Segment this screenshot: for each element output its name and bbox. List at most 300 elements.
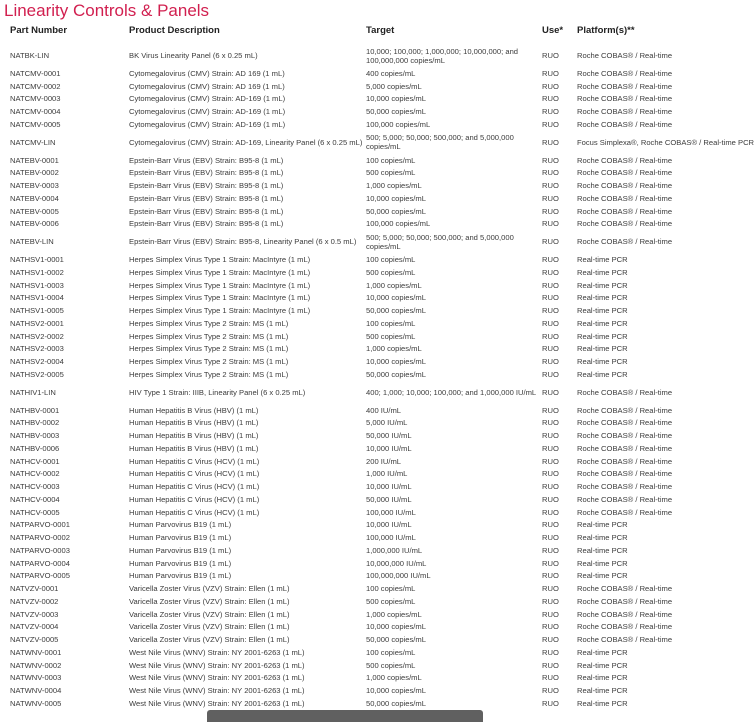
cell-target: 100 copies/mL [366, 647, 416, 657]
table-row [0, 570, 720, 583]
cell-platforms: Real-time PCR [577, 520, 628, 530]
cell-target: 100,000 IU/mL [366, 533, 416, 543]
table-row [0, 480, 720, 493]
cell-target: 50,000 IU/mL [366, 431, 412, 441]
cell-use: RUO [542, 545, 559, 555]
cell-use: RUO [542, 255, 559, 265]
cell-platforms: Roche COBAS® / Real-time [577, 431, 673, 441]
cell-part-number: NATHBV-0003 [10, 431, 60, 441]
table-header-row [0, 25, 720, 44]
header-platforms: Platform(s)** [577, 25, 635, 36]
cell-platforms: Real-time PCR [577, 558, 628, 568]
table-row [0, 368, 720, 381]
cell-product-description: Human Hepatitis C Virus (HCV) (1 mL) [129, 456, 260, 466]
cell-product-description: Epstein-Barr Virus (EBV) Strain: B95-8 (1 mL) [129, 168, 284, 178]
cell-use: RUO [542, 293, 559, 303]
table-row [0, 429, 720, 442]
cell-product-description: West Nile Virus (WNV) Strain: NY 2001-6263 (1 mL) [129, 698, 305, 708]
cell-use: RUO [542, 181, 559, 191]
cell-target: 500 copies/mL [366, 660, 416, 670]
cell-use: RUO [542, 280, 559, 290]
table-row [0, 608, 720, 621]
table-row [0, 218, 720, 231]
cell-product-description: Human Parvovirus B19 (1 mL) [129, 545, 232, 555]
cell-platforms: Real-time PCR [577, 686, 628, 696]
cell-target: 400 IU/mL [366, 405, 402, 415]
cell-use: RUO [542, 51, 559, 60]
cell-target: 1,000,000 IU/mL [366, 545, 423, 555]
cell-use: RUO [542, 647, 559, 657]
cell-target: 500; 5,000; 50,000; 500,000; and 5,000,000 copies/mL [366, 232, 514, 251]
cell-platforms: Roche COBAS® / Real-time [577, 94, 673, 104]
cell-part-number: NATHCV-0005 [10, 507, 60, 517]
cell-platforms: Roche COBAS® / Real-time [577, 482, 673, 492]
cell-part-number: NATHBV-0001 [10, 405, 60, 415]
cell-product-description: Human Hepatitis B Virus (HBV) (1 mL) [129, 431, 259, 441]
cell-part-number: NATWNV-0005 [10, 698, 62, 708]
cell-platforms: Roche COBAS® / Real-time [577, 51, 673, 60]
cell-platforms: Real-time PCR [577, 357, 628, 367]
cell-platforms: Real-time PCR [577, 293, 628, 303]
cell-platforms: Roche COBAS® / Real-time [577, 181, 673, 191]
cell-platforms: Roche COBAS® / Real-time [577, 206, 673, 216]
table-row [0, 582, 720, 595]
cell-product-description: Varicella Zoster Virus (VZV) Strain: Ellen (1 mL) [129, 635, 290, 645]
cell-product-description: Herpes Simplex Virus Type 1 Strain: MacIntyre (1 mL) [129, 267, 311, 277]
cell-use: RUO [542, 520, 559, 530]
cell-platforms: Real-time PCR [577, 698, 628, 708]
cell-platforms: Focus Simplexa®, Roche COBAS® / Real-time PCR [577, 137, 754, 147]
cell-target: 10,000,000 IU/mL [366, 558, 427, 568]
cell-target: 400; 1,000; 10,000; 100,000; and 1,000,000 IU/mL [366, 387, 537, 397]
cell-use: RUO [542, 267, 559, 277]
cell-target: 100,000 copies/mL [366, 119, 431, 129]
cell-part-number: NATCMV-0003 [10, 94, 61, 104]
table-row [0, 317, 720, 330]
table-row [0, 44, 720, 67]
cell-part-number: NATHBV-0006 [10, 443, 60, 453]
cell-product-description: Cytomegalovirus (CMV) Strain: AD-169 (1 mL) [129, 107, 286, 117]
cell-use: RUO [542, 331, 559, 341]
cell-part-number: NATPARVO-0001 [10, 520, 70, 530]
cell-product-description: Human Parvovirus B19 (1 mL) [129, 571, 232, 581]
cell-product-description: Herpes Simplex Virus Type 1 Strain: MacIntyre (1 mL) [129, 255, 311, 265]
cell-platforms: Roche COBAS® / Real-time [577, 609, 673, 619]
cell-use: RUO [542, 584, 559, 594]
cell-product-description: Cytomegalovirus (CMV) Strain: AD 169 (1 mL) [129, 81, 285, 91]
cell-product-description: Herpes Simplex Virus Type 1 Strain: MacIntyre (1 mL) [129, 280, 311, 290]
cell-use: RUO [542, 137, 559, 147]
cell-platforms: Roche COBAS® / Real-time [577, 119, 673, 129]
cell-part-number: NATHSV2-0002 [10, 331, 64, 341]
cell-platforms: Real-time PCR [577, 660, 628, 670]
cell-target: 400 copies/mL [366, 68, 416, 78]
cell-use: RUO [542, 622, 559, 632]
cell-part-number: NATPARVO-0004 [10, 558, 70, 568]
cell-product-description: Human Hepatitis B Virus (HBV) (1 mL) [129, 405, 259, 415]
cell-product-description: Varicella Zoster Virus (VZV) Strain: Ellen (1 mL) [129, 584, 290, 594]
cell-use: RUO [542, 193, 559, 203]
cell-target: 10,000 IU/mL [366, 482, 412, 492]
cell-product-description: West Nile Virus (WNV) Strain: NY 2001-6263 (1 mL) [129, 660, 305, 670]
table-row [0, 633, 720, 646]
cell-product-description: Epstein-Barr Virus (EBV) Strain: B95-8 (1 mL) [129, 206, 284, 216]
cell-product-description: Human Hepatitis B Virus (HBV) (1 mL) [129, 443, 259, 453]
cell-platforms: Roche COBAS® / Real-time [577, 596, 673, 606]
cell-platforms: Roche COBAS® / Real-time [577, 456, 673, 466]
cell-part-number: NATHSV1-0005 [10, 306, 64, 316]
table-row [0, 442, 720, 455]
cell-part-number: NATEBV-0003 [10, 181, 59, 191]
cell-platforms: Roche COBAS® / Real-time [577, 622, 673, 632]
cell-product-description: Cytomegalovirus (CMV) Strain: AD-169 (1 mL) [129, 119, 286, 129]
cell-platforms: Roche COBAS® / Real-time [577, 584, 673, 594]
table-row [0, 80, 720, 93]
cell-target: 10,000 copies/mL [366, 293, 426, 303]
cell-use: RUO [542, 369, 559, 379]
cell-platforms: Roche COBAS® / Real-time [577, 405, 673, 415]
table-row [0, 404, 720, 417]
cell-product-description: Herpes Simplex Virus Type 2 Strain: MS (1 mL) [129, 331, 289, 341]
cell-product-description: Herpes Simplex Virus Type 2 Strain: MS (1 mL) [129, 357, 289, 367]
cell-product-description: Human Parvovirus B19 (1 mL) [129, 558, 232, 568]
table-row [0, 595, 720, 608]
cell-part-number: NATHCV-0002 [10, 469, 60, 479]
cell-target: 200 IU/mL [366, 456, 402, 466]
cell-product-description: West Nile Virus (WNV) Strain: NY 2001-6263 (1 mL) [129, 673, 305, 683]
cell-platforms: Roche COBAS® / Real-time [577, 494, 673, 504]
cell-part-number: NATWNV-0001 [10, 647, 62, 657]
cell-product-description: Human Hepatitis B Virus (HBV) (1 mL) [129, 418, 259, 428]
table-row [0, 266, 720, 279]
table-row [0, 304, 720, 317]
product-table [0, 25, 754, 710]
cell-target: 10,000 copies/mL [366, 622, 426, 632]
cell-part-number: NATWNV-0004 [10, 686, 62, 696]
table-row [0, 131, 720, 154]
cell-platforms: Roche COBAS® / Real-time [577, 107, 673, 117]
cell-platforms: Real-time PCR [577, 331, 628, 341]
cell-target: 1,000 copies/mL [366, 280, 422, 290]
cell-target: 500 copies/mL [366, 596, 416, 606]
cell-target: 100,000 copies/mL [366, 219, 431, 229]
table-row [0, 118, 720, 131]
cell-use: RUO [542, 533, 559, 543]
table-row [0, 621, 720, 634]
cell-part-number: NATCMV-0001 [10, 68, 61, 78]
cell-product-description: West Nile Virus (WNV) Strain: NY 2001-6263 (1 mL) [129, 647, 305, 657]
cell-use: RUO [542, 660, 559, 670]
cell-part-number: NATHSV1-0003 [10, 280, 64, 290]
cell-part-number: NATHSV2-0003 [10, 344, 64, 354]
cell-platforms: Roche COBAS® / Real-time [577, 81, 673, 91]
cell-product-description: Herpes Simplex Virus Type 2 Strain: MS (1 mL) [129, 318, 289, 328]
cell-part-number: NATHSV2-0001 [10, 318, 64, 328]
cell-use: RUO [542, 155, 559, 165]
cell-part-number: NATEBV-0001 [10, 155, 59, 165]
cell-use: RUO [542, 609, 559, 619]
cell-product-description: Human Hepatitis C Virus (HCV) (1 mL) [129, 482, 260, 492]
cell-part-number: NATEBV-LIN [10, 237, 54, 247]
table-row [0, 557, 720, 570]
cell-use: RUO [542, 81, 559, 91]
cell-use: RUO [542, 507, 559, 517]
cell-platforms: Real-time PCR [577, 369, 628, 379]
cell-part-number: NATCMV-LIN [10, 137, 56, 147]
table-row [0, 192, 720, 205]
cell-use: RUO [542, 494, 559, 504]
table-row [0, 179, 720, 192]
table-row [0, 646, 720, 659]
cell-product-description: Epstein-Barr Virus (EBV) Strain: B95-8, Linearity Panel (6 x 0.5 mL) [129, 237, 357, 247]
table-row [0, 167, 720, 180]
table-row [0, 279, 720, 292]
cell-target: 10,000 copies/mL [366, 686, 426, 696]
table-body [0, 44, 754, 710]
table-row [0, 531, 720, 544]
cell-part-number: NATPARVO-0003 [10, 545, 70, 555]
header-part-number: Part Number [10, 25, 68, 36]
cell-target: 50,000 copies/mL [366, 635, 426, 645]
cell-use: RUO [542, 68, 559, 78]
cell-platforms: Roche COBAS® / Real-time [577, 469, 673, 479]
cell-part-number: NATPARVO-0002 [10, 533, 70, 543]
cell-product-description: Herpes Simplex Virus Type 2 Strain: MS (1 mL) [129, 369, 289, 379]
cell-part-number: NATHCV-0004 [10, 494, 60, 504]
cell-use: RUO [542, 405, 559, 415]
cell-use: RUO [542, 94, 559, 104]
table-row [0, 417, 720, 430]
cell-platforms: Real-time PCR [577, 571, 628, 581]
cell-part-number: NATHCV-0001 [10, 456, 60, 466]
cell-use: RUO [542, 206, 559, 216]
cell-use: RUO [542, 344, 559, 354]
horizontal-scrollbar[interactable] [207, 710, 483, 722]
cell-platforms: Real-time PCR [577, 280, 628, 290]
table-row [0, 468, 720, 481]
cell-use: RUO [542, 456, 559, 466]
cell-use: RUO [542, 237, 559, 247]
header-target: Target [366, 25, 395, 36]
cell-use: RUO [542, 387, 559, 397]
cell-part-number: NATVZV-0004 [10, 622, 59, 632]
cell-product-description: Human Hepatitis C Virus (HCV) (1 mL) [129, 494, 260, 504]
cell-product-description: Epstein-Barr Virus (EBV) Strain: B95-8 (1 mL) [129, 155, 284, 165]
cell-product-description: Epstein-Barr Virus (EBV) Strain: B95-8 (1 mL) [129, 193, 284, 203]
cell-target: 50,000 copies/mL [366, 698, 426, 708]
table-row [0, 659, 720, 672]
cell-use: RUO [542, 418, 559, 428]
cell-use: RUO [542, 219, 559, 229]
cell-part-number: NATVZV-0001 [10, 584, 59, 594]
cell-product-description: Varicella Zoster Virus (VZV) Strain: Ellen (1 mL) [129, 609, 290, 619]
cell-product-description: Cytomegalovirus (CMV) Strain: AD-169, Linearity Panel (6 x 0.25 mL) [129, 137, 363, 147]
cell-target: 10,000; 100,000; 1,000,000; 10,000,000; and 100,000,000 copies/mL [366, 46, 519, 65]
table-row [0, 230, 720, 253]
cell-platforms: Roche COBAS® / Real-time [577, 507, 673, 517]
cell-platforms: Roche COBAS® / Real-time [577, 219, 673, 229]
table-row [0, 519, 720, 532]
cell-platforms: Real-time PCR [577, 306, 628, 316]
cell-use: RUO [542, 119, 559, 129]
table-row [0, 343, 720, 356]
cell-use: RUO [542, 558, 559, 568]
cell-product-description: Varicella Zoster Virus (VZV) Strain: Ellen (1 mL) [129, 622, 290, 632]
cell-product-description: HIV Type 1 Strain: IIIB, Linearity Panel (6 x 0.25 mL) [129, 387, 306, 397]
cell-platforms: Real-time PCR [577, 255, 628, 265]
cell-part-number: NATWNV-0002 [10, 660, 62, 670]
cell-target: 500 copies/mL [366, 267, 416, 277]
cell-target: 1,000 copies/mL [366, 609, 422, 619]
cell-use: RUO [542, 596, 559, 606]
cell-product-description: Herpes Simplex Virus Type 1 Strain: MacIntyre (1 mL) [129, 306, 311, 316]
cell-target: 100,000 IU/mL [366, 507, 416, 517]
cell-product-description: Herpes Simplex Virus Type 1 Strain: MacIntyre (1 mL) [129, 293, 311, 303]
table-row [0, 330, 720, 343]
cell-target: 1,000 IU/mL [366, 469, 408, 479]
cell-use: RUO [542, 431, 559, 441]
cell-target: 10,000 IU/mL [366, 443, 412, 453]
cell-platforms: Real-time PCR [577, 533, 628, 543]
cell-use: RUO [542, 698, 559, 708]
cell-product-description: Epstein-Barr Virus (EBV) Strain: B95-8 (1 mL) [129, 181, 284, 191]
cell-target: 100 copies/mL [366, 584, 416, 594]
cell-part-number: NATHSV2-0005 [10, 369, 64, 379]
header-product-description: Product Description [129, 25, 220, 36]
cell-part-number: NATEBV-0006 [10, 219, 59, 229]
cell-target: 50,000 copies/mL [366, 206, 426, 216]
cell-product-description: Human Parvovirus B19 (1 mL) [129, 520, 232, 530]
cell-product-description: Human Hepatitis C Virus (HCV) (1 mL) [129, 507, 260, 517]
cell-target: 5,000 copies/mL [366, 81, 422, 91]
cell-platforms: Roche COBAS® / Real-time [577, 68, 673, 78]
cell-use: RUO [542, 635, 559, 645]
table-row [0, 544, 720, 557]
cell-target: 100,000,000 IU/mL [366, 571, 431, 581]
table-row [0, 292, 720, 305]
cell-part-number: NATPARVO-0005 [10, 571, 70, 581]
cell-part-number: NATWNV-0003 [10, 673, 62, 683]
table-row [0, 253, 720, 266]
cell-target: 500 copies/mL [366, 168, 416, 178]
table-row [0, 105, 720, 118]
cell-part-number: NATHSV1-0004 [10, 293, 64, 303]
cell-target: 50,000 copies/mL [366, 306, 426, 316]
cell-platforms: Roche COBAS® / Real-time [577, 443, 673, 453]
cell-platforms: Real-time PCR [577, 344, 628, 354]
cell-use: RUO [542, 357, 559, 367]
cell-target: 10,000 IU/mL [366, 520, 412, 530]
table-row [0, 455, 720, 468]
cell-target: 1,000 copies/mL [366, 181, 422, 191]
page-title: Linearity Controls & Panels [4, 1, 210, 20]
table-row [0, 697, 720, 710]
header-use: Use* [542, 25, 564, 36]
cell-platforms: Real-time PCR [577, 267, 628, 277]
cell-platforms: Roche COBAS® / Real-time [577, 237, 673, 247]
cell-use: RUO [542, 168, 559, 178]
table-row [0, 355, 720, 368]
table-row [0, 67, 720, 80]
cell-part-number: NATCMV-0004 [10, 107, 61, 117]
cell-use: RUO [542, 443, 559, 453]
cell-target: 100 copies/mL [366, 155, 416, 165]
cell-target: 10,000 copies/mL [366, 193, 426, 203]
cell-part-number: NATCMV-0005 [10, 119, 61, 129]
cell-platforms: Real-time PCR [577, 545, 628, 555]
table-row [0, 684, 720, 697]
cell-platforms: Real-time PCR [577, 673, 628, 683]
cell-part-number: NATVZV-0003 [10, 609, 59, 619]
cell-product-description: Cytomegalovirus (CMV) Strain: AD-169 (1 mL) [129, 94, 286, 104]
cell-use: RUO [542, 306, 559, 316]
cell-target: 1,000 copies/mL [366, 344, 422, 354]
cell-use: RUO [542, 107, 559, 117]
table-row [0, 381, 720, 404]
cell-platforms: Roche COBAS® / Real-time [577, 635, 673, 645]
cell-platforms: Roche COBAS® / Real-time [577, 387, 673, 397]
cell-use: RUO [542, 673, 559, 683]
cell-target: 10,000 copies/mL [366, 357, 426, 367]
cell-platforms: Roche COBAS® / Real-time [577, 193, 673, 203]
cell-product-description: Human Parvovirus B19 (1 mL) [129, 533, 232, 543]
table-row [0, 506, 720, 519]
cell-target: 1,000 copies/mL [366, 673, 422, 683]
cell-use: RUO [542, 318, 559, 328]
cell-part-number: NATHSV2-0004 [10, 357, 64, 367]
table-row [0, 93, 720, 106]
table-row [0, 672, 720, 685]
cell-part-number: NATHSV1-0001 [10, 255, 64, 265]
cell-product-description: West Nile Virus (WNV) Strain: NY 2001-6263 (1 mL) [129, 686, 305, 696]
table-row [0, 205, 720, 218]
cell-part-number: NATCMV-0002 [10, 81, 61, 91]
cell-product-description: BK Virus Linearity Panel (6 x 0.25 mL) [129, 51, 258, 60]
cell-product-description: Cytomegalovirus (CMV) Strain: AD 169 (1 mL) [129, 68, 285, 78]
cell-platforms: Real-time PCR [577, 318, 628, 328]
cell-use: RUO [542, 686, 559, 696]
cell-platforms: Roche COBAS® / Real-time [577, 418, 673, 428]
cell-product-description: Epstein-Barr Virus (EBV) Strain: B95-8 (1 mL) [129, 219, 284, 229]
cell-target: 100 copies/mL [366, 255, 416, 265]
table-row [0, 493, 720, 506]
cell-part-number: NATVZV-0002 [10, 596, 59, 606]
cell-target: 50,000 copies/mL [366, 107, 426, 117]
cell-use: RUO [542, 469, 559, 479]
cell-use: RUO [542, 571, 559, 581]
cell-target: 500 copies/mL [366, 331, 416, 341]
cell-part-number: NATHBV-0002 [10, 418, 60, 428]
cell-part-number: NATEBV-0005 [10, 206, 59, 216]
product-table-container [0, 25, 754, 710]
cell-target: 50,000 IU/mL [366, 494, 412, 504]
cell-platforms: Real-time PCR [577, 647, 628, 657]
cell-part-number: NATEBV-0002 [10, 168, 59, 178]
cell-platforms: Roche COBAS® / Real-time [577, 168, 673, 178]
cell-product-description: Varicella Zoster Virus (VZV) Strain: Ellen (1 mL) [129, 596, 290, 606]
cell-use: RUO [542, 482, 559, 492]
cell-product-description: Human Hepatitis C Virus (HCV) (1 mL) [129, 469, 260, 479]
cell-target: 10,000 copies/mL [366, 94, 426, 104]
cell-part-number: NATHCV-0003 [10, 482, 60, 492]
cell-part-number: NATHSV1-0002 [10, 267, 64, 277]
cell-part-number: NATBK-LIN [10, 51, 50, 60]
table-row [0, 154, 720, 167]
cell-target: 50,000 copies/mL [366, 369, 426, 379]
cell-part-number: NATEBV-0004 [10, 193, 59, 203]
cell-target: 5,000 IU/mL [366, 418, 408, 428]
cell-target: 100 copies/mL [366, 318, 416, 328]
